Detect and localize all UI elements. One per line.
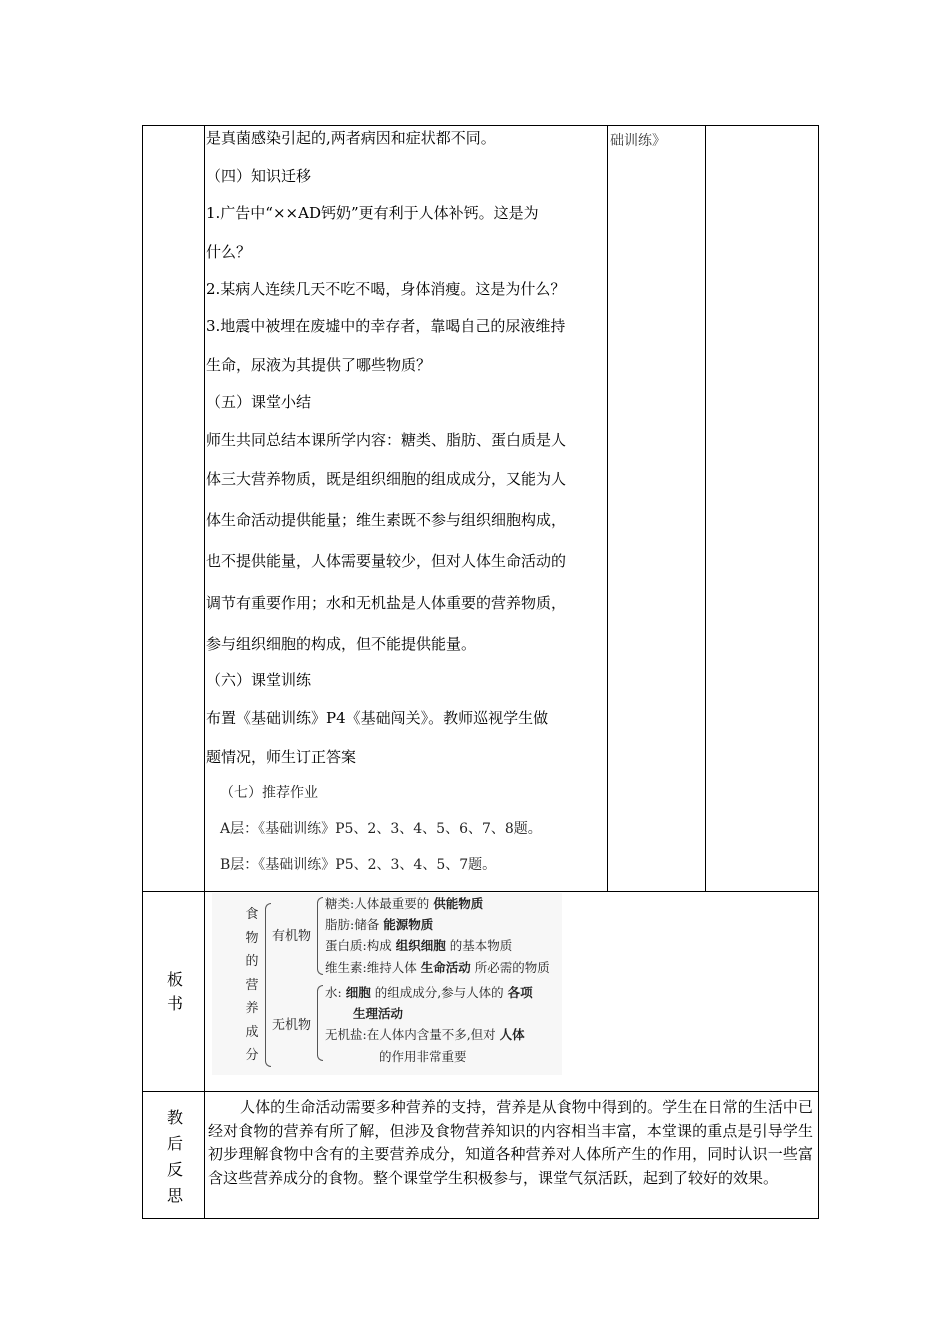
item-keyword: 人体 [499,1027,525,1042]
item-text: 维生素:维持人体 [325,960,417,975]
root-char: 成 [245,1024,259,1040]
reflection-label-char: 教 [166,1108,183,1127]
item-text: 的基本物质 [449,938,513,953]
organic-label: 有机物 [272,929,312,944]
item-keyword: 各项 [507,985,533,1000]
protein-item [325,938,512,954]
root-char: 营 [245,977,259,993]
fat-item [325,917,433,933]
lesson-line: 1.广告中“××AD钙奶”更有利于人体补钙。这是为 [206,204,539,222]
salt-item-cont: 的作用非常重要 [379,1049,467,1064]
organic-brace [317,897,323,975]
lesson-line: 什么？ [206,243,252,261]
row-divider-2 [142,1091,819,1092]
section-heading: （七）推荐作业 [220,785,318,801]
lesson-line: 师生共同总结本课所学内容：糖类、脂肪、蛋白质是人 [206,431,567,449]
root-char: 的 [245,954,259,969]
reflection-label-char: 后 [166,1134,183,1153]
board-label [160,968,190,1016]
item-text: 蛋白质:构成 [325,938,392,953]
item-text: 的组成成分,参与人体的 [374,985,504,1000]
water-item [325,985,533,1001]
root-brace [265,903,271,1067]
reflection-label-char: 反 [166,1160,183,1179]
lesson-line: 生命，尿液为其提供了哪些物质？ [206,356,432,374]
lesson-line: 体生命活动提供能量；维生素既不参与组织细胞构成， [206,511,567,529]
item-text: 脂肪:储备 [325,917,380,932]
section-heading: （六）课堂训练 [206,671,312,689]
lesson-line: 也不提供能量，人体需要量较少，但对人体生命活动的 [206,552,567,570]
board-label-char: 书 [166,994,183,1013]
lesson-line: 参与组织细胞的构成，但不能提供能量。 [206,635,477,653]
sugar-item [325,896,483,912]
item-text: 无机盐:在人体内含量不多,但对 [325,1027,496,1042]
salt-item [325,1027,525,1043]
col-divider-1 [204,125,205,1219]
section-heading: （四）知识迁移 [206,167,312,185]
item-keyword: 供能物质 [433,896,484,911]
lesson-line: 2.某病人连续几天不吃不喝，身体消瘦。这是为什么？ [206,280,566,298]
item-keyword: 细胞 [345,985,371,1000]
inorganic-label: 无机物 [272,1018,312,1033]
blackboard-diagram [212,893,562,1075]
lesson-line: 是真菌感染引起的,两者病因和症状都不同。 [206,129,496,147]
lesson-line: 调节有重要作用；水和无机盐是人体重要的营养物质， [206,594,567,612]
root-char: 食 [245,907,259,922]
side-note: 础训练》 [610,133,666,149]
vitamin-item [325,960,550,976]
lesson-line: 3.地震中被埋在废墟中的幸存者，靠喝自己的尿液维持 [206,317,566,335]
item-keyword: 能源物质 [383,917,434,932]
homework-line: B层：《基础训练》P5、2、3、4、5、7题。 [220,857,497,873]
water-item-cont: 生理活动 [353,1006,404,1021]
item-text: 水: [325,985,342,1000]
section-heading: （五）课堂小结 [206,393,312,411]
item-keyword: 生命活动 [420,960,471,975]
root-char: 物 [245,930,259,946]
reflection-label [160,1105,190,1209]
board-label-char: 板 [166,970,183,989]
item-keyword: 组织细胞 [395,938,446,953]
root-char: 分 [245,1048,259,1063]
lesson-line: 体三大营养物质，既是组织细胞的组成成分，又能为人 [206,470,567,488]
col-divider-3 [705,125,706,891]
lesson-line: 布置《基础训练》P4《基础闯关》。教师巡视学生做 [206,709,549,727]
inorganic-brace [317,985,323,1061]
reflection-paragraph: 人体的生命活动需要多种营养的支持，营养是从食物中得到的。学生在日常的生活中已经对食物的营养有所了解，但涉及食物营养知识的内容相当丰富，本堂课的重点是引导学生初步理解食物中含有的主要营养成分，知道各种营养对人体所产生的作用，同时认识一些富含这些营养成分的食物。整个课堂学生积极参与，课堂气氛活跃，起到了较好的效果。 [208,1098,813,1187]
col-divider-2 [607,125,608,891]
item-text: 糖类:人体最重要的 [325,896,430,911]
reflection-label-char: 思 [166,1186,183,1205]
lesson-line: 题情况，师生订正答案 [206,748,357,766]
reflection-text [208,1096,813,1190]
root-chars [242,903,262,1068]
homework-line: A层：《基础训练》P5、2、3、4、5、6、7、8题。 [220,821,542,837]
row-divider-1 [142,891,819,892]
item-text: 所必需的物质 [474,960,550,975]
root-char: 养 [245,1001,259,1016]
